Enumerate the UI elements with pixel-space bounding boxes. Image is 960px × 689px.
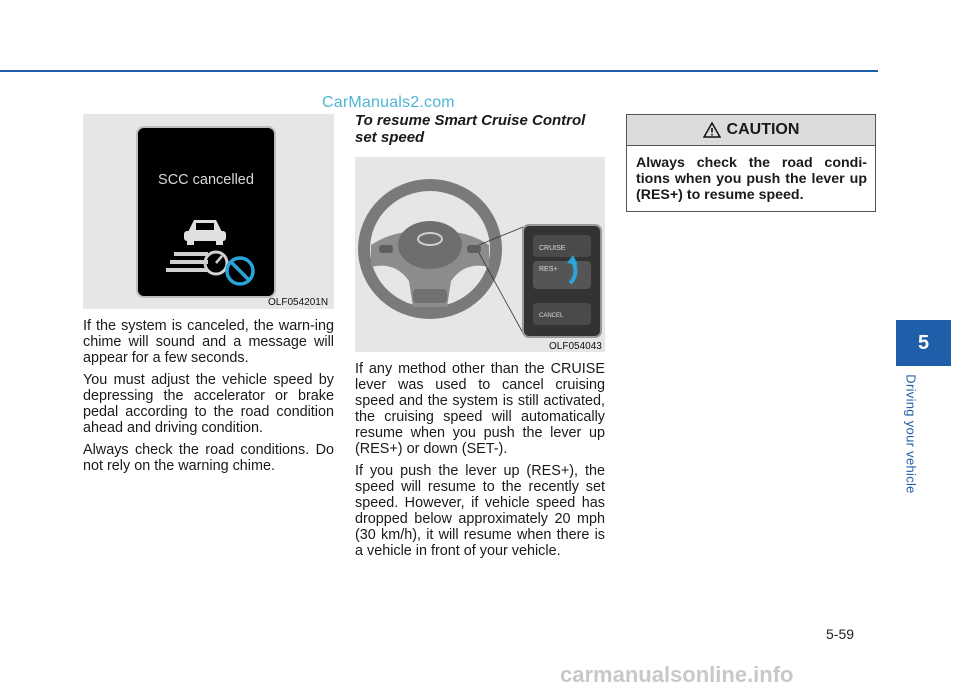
header-rule — [0, 70, 878, 72]
caution-text: Always check the road condi-tions when you push the lever up (RES+) to resume speed. — [636, 155, 867, 203]
caution-header — [627, 115, 875, 146]
chapter-tab: 5 — [896, 320, 951, 366]
cluster-display — [138, 128, 274, 296]
paragraph: Always check the road conditions. Do not rely on the warning chime. — [83, 442, 334, 474]
page-number: 5-59 — [826, 626, 855, 642]
chapter-title — [898, 372, 924, 497]
steering-wheel-icon — [355, 157, 605, 352]
watermark-top[interactable]: CarManuals2.com — [322, 94, 455, 111]
switch-label-res: RES+ — [539, 266, 558, 273]
display-message: SCC cancelled — [158, 172, 254, 188]
chapter-title-text: Driving your vehicle — [903, 374, 919, 494]
watermark-bottom[interactable]: carmanualsonline.info — [560, 662, 794, 687]
figure-code-1: OLF054201N — [268, 297, 329, 308]
steering-wheel-figure — [355, 157, 605, 352]
section-title: To resume Smart Cruise Control set speed — [355, 112, 586, 146]
paragraph: You must adjust the vehicle speed by depressing the accelerator or brake pedal according to the road condition ahead and driving condition. — [83, 372, 334, 436]
paragraph: If any method other than the CRUISE lever was used to cancel cruising speed and the system is still activated, the cruising speed will automatically resume when you push the lever up (RES+) or down (SET-). — [355, 361, 605, 457]
warning-triangle-icon — [703, 122, 721, 138]
paragraph: If you push the lever up (RES+), the speed will resume to the recently set speed. However, if vehicle speed has dropped below approximately 20 mph (30 km/h), it will resume when there is a vehicle in front of your vehicle. — [355, 463, 605, 559]
caution-box — [626, 114, 876, 212]
paragraph: If the system is canceled, the warn-ing chime will sound and a message will appear for a few seconds. — [83, 318, 334, 366]
figure-code-2: OLF054043 — [549, 341, 602, 352]
switch-label-cancel: CANCEL — [539, 313, 564, 319]
scc-cancelled-icon — [138, 128, 274, 296]
scc-cancelled-figure — [83, 114, 334, 309]
left-column-text — [83, 318, 334, 480]
middle-column-text — [355, 361, 605, 565]
switch-label-cruise: CRUISE — [539, 245, 566, 252]
caution-title: CAUTION — [726, 121, 800, 138]
